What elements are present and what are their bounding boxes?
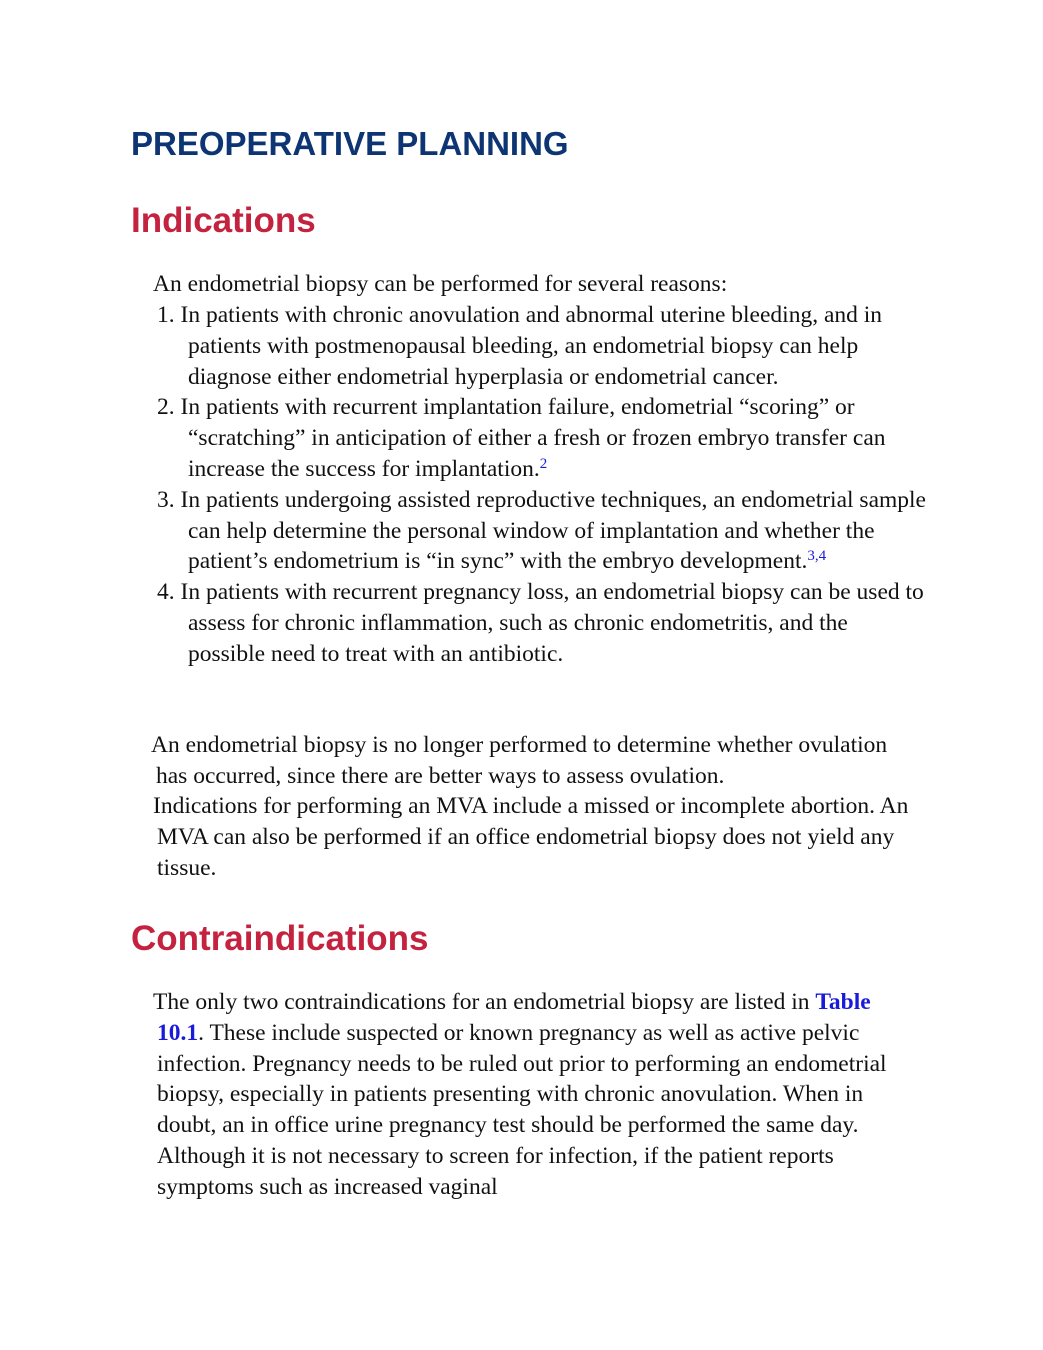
indications-heading: Indications	[131, 201, 316, 240]
page-heading: PREOPERATIVE PLANNING	[131, 125, 569, 162]
reference-link[interactable]: 3,4	[807, 548, 827, 565]
list-item-text: In patients with chronic anovulation and abnormal uterine bleeding, and in patients with postmenopausal bleeding, an endometrial biopsy can help diagnose either endometrial hyperplasia or endometrial cancer.	[180, 302, 883, 390]
indications-list	[157, 300, 927, 670]
contraindications-paragraph	[153, 987, 917, 1203]
table-reference-link[interactable]: Table 10.1	[157, 989, 871, 1046]
contraindications-heading: Contraindications	[131, 919, 429, 958]
indications-intro: An endometrial biopsy can be performed for several reasons:	[153, 271, 728, 297]
list-item	[157, 485, 927, 577]
ovulation-paragraph: An endometrial biopsy is no longer performed to determine whether ovulation has occurred, since there are better ways to assess ovulation.	[151, 732, 888, 789]
list-item-text: In patients with recurrent pregnancy loss, an endometrial biopsy can be used to assess for chronic inflammation, such as chronic endometritis, and the possible need to treat with an antibiotic.	[180, 579, 924, 667]
list-item-number: 4.	[157, 579, 175, 606]
list-item-number: 1.	[157, 302, 175, 328]
list-item-number: 3.	[157, 486, 175, 513]
list-item-number: 2.	[157, 394, 175, 421]
contraindications-text-rest: . These include suspected or known pregnancy as well as active pelvic infection. Pregnancy needs to be ruled out prior to performing an endometrial biopsy, especially in patients presenting with chronic anovulation. When in doubt, an in office urine pregnancy test should be performed the same day. Although it is not necessary to screen for infection, if the patient reports symptoms such as increased vaginal	[157, 1019, 887, 1200]
mva-paragraph: Indications for performing an MVA include a missed or incomplete abortion. An MVA can also be performed if an office endometrial biopsy does not yield any tissue.	[153, 793, 909, 881]
list-item	[157, 300, 927, 392]
list-item-text: In patients with recurrent implantation failure, endometrial “scoring” or “scratching” in anticipation of either a fresh or frozen embryo transfer can increase the success for implantation.	[180, 394, 886, 482]
reference-link[interactable]: 2	[539, 455, 548, 472]
list-item	[157, 392, 927, 484]
contraindications-text-start: The only two contraindications for an endometrial biopsy are listed in	[153, 989, 816, 1015]
list-item-text: In patients undergoing assisted reproductive techniques, an endometrial sample can help determine the personal window of implantation and whether the patient’s endometrium is “in sync” with the embryo development.	[180, 486, 926, 575]
list-item	[157, 577, 927, 669]
